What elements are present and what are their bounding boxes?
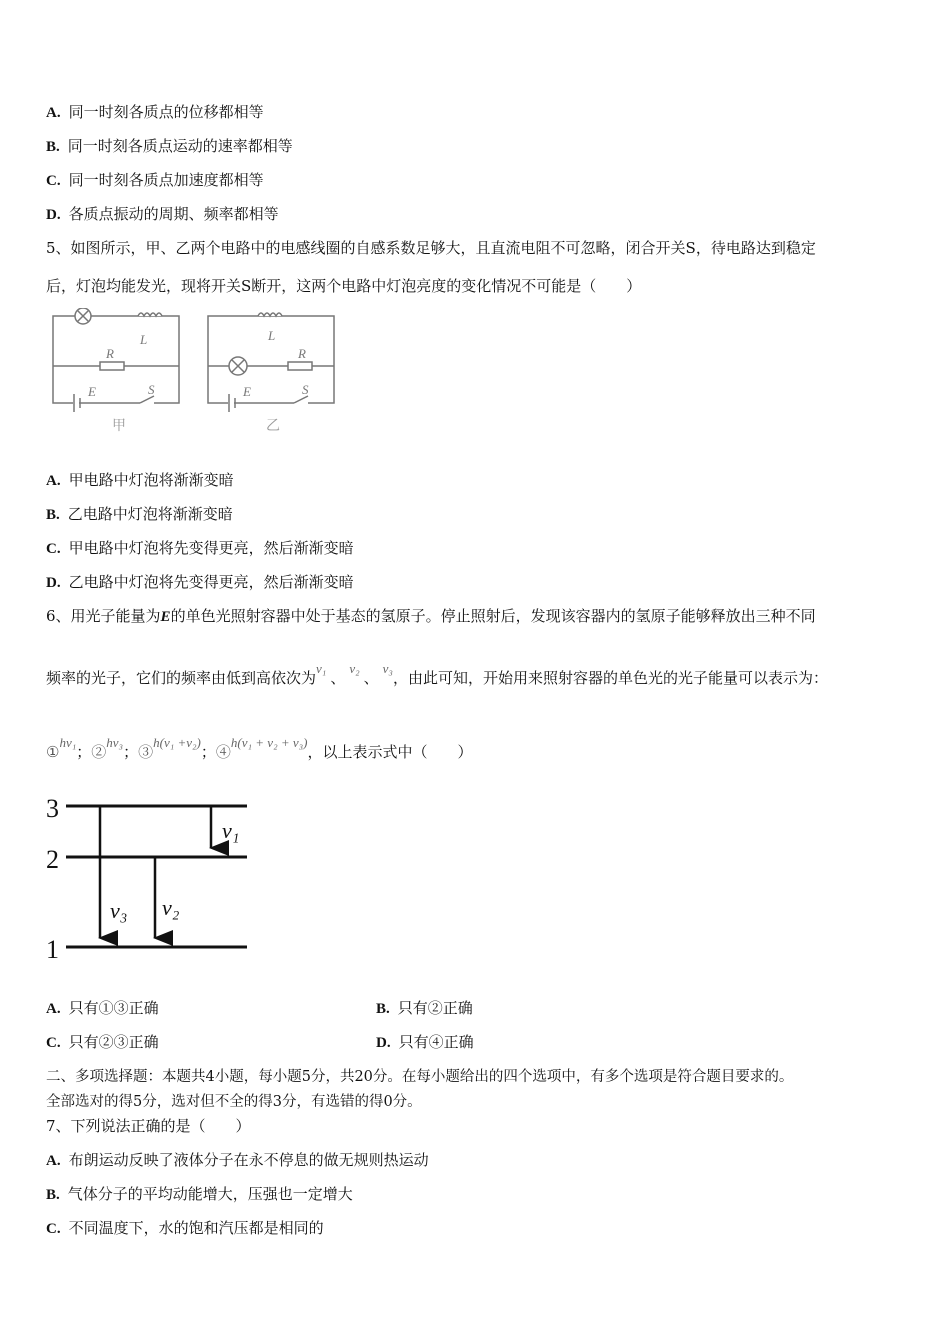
right-caption: 乙: [266, 419, 280, 434]
q7-option-a: A. 布朗运动反映了液体分子在永不停息的做无规则热运动: [46, 1151, 429, 1169]
q5-stem-line1: 5、如图所示，甲、乙两个电路中的电感线圈的自感系数足够大，且直流电阻不可忽略，闭合开关S，待电路达到稳定: [46, 239, 816, 257]
q7-stem: 7、下列说法正确的是（ ）: [46, 1117, 251, 1135]
left-s-label: S: [148, 382, 155, 397]
q4-option-a: A. 同一时刻各质点的位移都相等: [46, 103, 264, 121]
label-v2: v₂: [162, 895, 180, 920]
q6-option-c: C. 只有②③正确: [46, 1033, 159, 1051]
left-r-label: R: [106, 346, 114, 361]
label-v1: v₁: [222, 818, 240, 843]
q5-option-b: B. 乙电路中灯泡将渐渐变暗: [46, 505, 233, 523]
q4-option-c: C. 同一时刻各质点加速度都相等: [46, 171, 264, 189]
right-s-label: S: [302, 382, 309, 397]
section2-line2: 全部选对的得5分，选对但不全的得3分，有选错的得0分。: [46, 1094, 422, 1110]
q7-option-c: C. 不同温度下，水的饱和汽压都是相同的: [46, 1219, 324, 1237]
q5-option-a: A. 甲电路中灯泡将渐渐变暗: [46, 471, 234, 489]
label-v3: v₃: [110, 898, 128, 923]
q5-option-c: C. 甲电路中灯泡将先变得更亮，然后渐渐变暗: [46, 539, 354, 557]
q6-option-a: A. 只有①③正确: [46, 999, 159, 1017]
left-l-label: L: [140, 332, 148, 347]
section2-line1: 二、多项选择题：本题共4小题，每小题5分，共20分。在每小题给出的四个选项中，有多个选项是符合题目要求的。: [46, 1069, 794, 1085]
left-e-label: E: [88, 384, 96, 399]
q5-option-d: D. 乙电路中灯泡将先变得更亮，然后渐渐变暗: [46, 573, 354, 591]
level-1-label: 1: [46, 935, 59, 964]
right-e-label: E: [243, 384, 251, 399]
q7-option-b: B. 气体分子的平均动能增大，压强也一定增大: [46, 1185, 353, 1203]
energy-level-diagram: [40, 790, 260, 970]
right-l-label: L: [268, 328, 276, 343]
q6-stem-line2: 频率的光子，它们的频率由低到高依次为v₁、v₂、v₃，由此可知，开始用来照射容器的单色光的光子能量可以表示为：: [46, 661, 828, 687]
left-caption: 甲: [112, 419, 126, 434]
q6-expressions: ①hv₁；②hv₃；③h(v₁ +v₂)；④h(v₁ + v₂ + v₃)，以上表示式中（ ）: [46, 735, 473, 761]
q6-option-b: B. 只有②正确: [376, 999, 473, 1017]
q6-option-d: D. 只有④正确: [376, 1033, 474, 1051]
right-r-label: R: [298, 346, 306, 361]
q5-circuit-diagram: [48, 308, 348, 438]
level-3-label: 3: [46, 794, 59, 823]
q4-option-b: B. 同一时刻各质点运动的速率都相等: [46, 137, 293, 155]
q5-stem-line2: 后，灯泡均能发光，现将开关S断开，这两个电路中灯泡亮度的变化情况不可能是（ ）: [46, 277, 642, 295]
q6-stem-line1: 6、用光子能量为E的单色光照射容器中处于基态的氢原子。停止照射后，发现该容器内的氢原子能够释放出三种不同: [46, 607, 816, 625]
level-2-label: 2: [46, 845, 59, 874]
q4-option-d: D. 各质点振动的周期、频率都相等: [46, 205, 279, 223]
